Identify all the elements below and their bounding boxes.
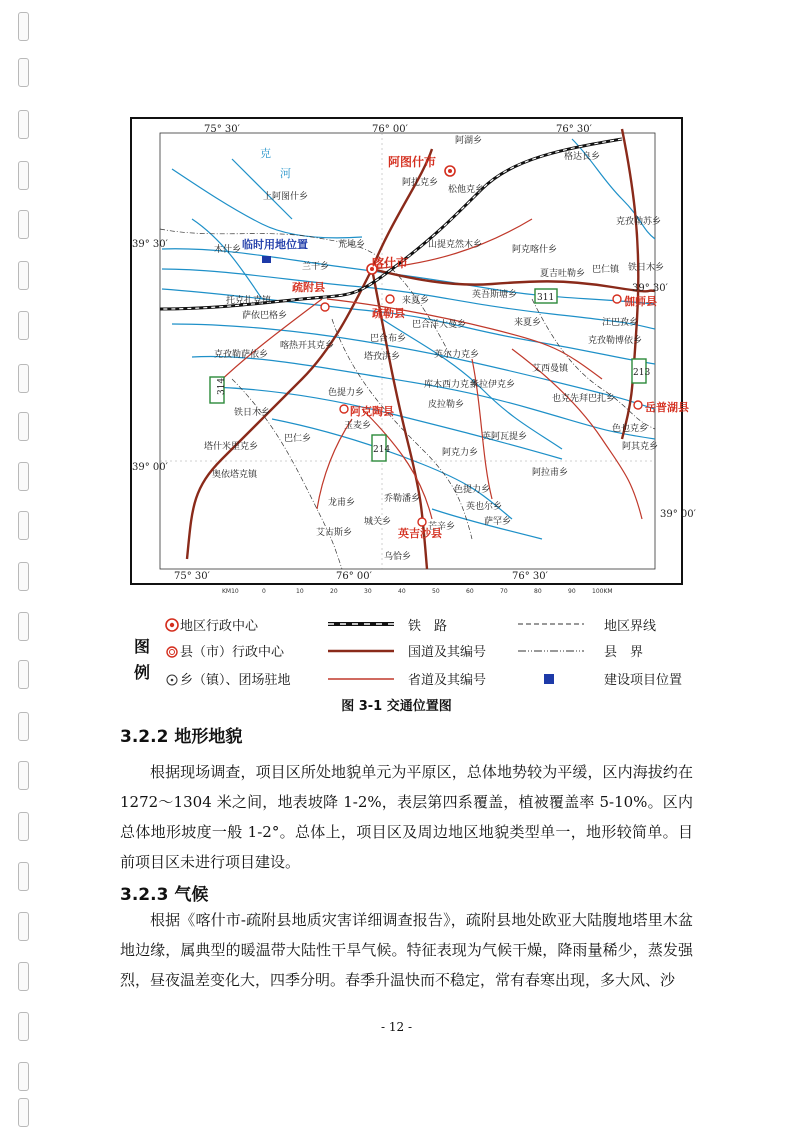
svg-text:疏附县: 疏附县 xyxy=(292,281,325,294)
section-text-climate: 根据《喀什市-疏附县地质灾害详细调查报告》，疏附县地处欧亚大陆腹地塔里木盆地边缘，属典型的暖温带大陆性干旱气候。特征表现为气候干燥，降雨量稀少，蒸发强烈，昼夜温差变化大，四季分明。春季升温快而不稳定，常有春寒出现，多大风、沙 xyxy=(120,911,693,989)
svg-text:314: 314 xyxy=(217,377,227,395)
legend-item-county-boundary: 县 界 xyxy=(604,645,644,660)
section-heading-terrain: 3.2.2 地形地貌 xyxy=(120,727,243,747)
national-road-icon xyxy=(328,647,394,655)
svg-text:临时用地位置: 临时用地位置 xyxy=(242,238,308,251)
svg-text:皮拉勒乡: 皮拉勒乡 xyxy=(428,400,465,410)
svg-text:克孜勒博依乡: 克孜勒博依乡 xyxy=(588,336,643,346)
provincial-road-icon xyxy=(328,675,394,683)
scale-labels: KM10 0 10 20 30 40 50 60 70 80 90 100KM xyxy=(222,588,613,595)
svg-text:阿拉甫乡: 阿拉甫乡 xyxy=(532,468,569,478)
provincial-roads xyxy=(212,219,642,519)
svg-text:木什乡: 木什乡 xyxy=(214,245,242,255)
svg-text:乌恰乡: 乌恰乡 xyxy=(384,552,412,562)
map-svg xyxy=(132,119,696,583)
svg-text:也克先拜巴扎乡: 也克先拜巴扎乡 xyxy=(552,394,616,404)
svg-text:色提力乡: 色提力乡 xyxy=(328,388,365,398)
svg-text:巴仁乡: 巴仁乡 xyxy=(284,434,312,444)
township-icon xyxy=(164,672,180,688)
svg-text:阿扎克乡: 阿扎克乡 xyxy=(402,178,439,188)
svg-text:萨罕乡: 萨罕乡 xyxy=(484,517,512,527)
svg-text:塔孜洪乡: 塔孜洪乡 xyxy=(364,352,401,362)
figure-caption: 图 3-1 交通位置图 xyxy=(341,699,452,714)
svg-text:39° 30′: 39° 30′ xyxy=(132,239,168,250)
svg-text:喀什市: 喀什市 xyxy=(372,256,409,270)
svg-text:76° 00′: 76° 00′ xyxy=(372,124,408,135)
svg-text:76° 30′: 76° 30′ xyxy=(556,124,592,135)
svg-text:克孜勒萨依乡: 克孜勒萨依乡 xyxy=(214,350,269,360)
svg-text:阿湖乡: 阿湖乡 xyxy=(455,136,483,146)
svg-text:色提力乡: 色提力乡 xyxy=(454,485,491,495)
svg-text:上阿图什乡: 上阿图什乡 xyxy=(263,192,309,202)
svg-text:来夏乡: 来夏乡 xyxy=(514,318,542,328)
svg-text:76° 00′: 76° 00′ xyxy=(336,571,372,582)
svg-text:山提克然木乡: 山提克然木乡 xyxy=(428,240,483,250)
svg-text:英阿瓦提乡: 英阿瓦提乡 xyxy=(482,432,528,442)
scale-bar xyxy=(232,583,592,585)
svg-text:来夏乡: 来夏乡 xyxy=(402,296,430,306)
svg-text:库木西力克乡: 库木西力克乡 xyxy=(424,380,479,390)
svg-text:喀热开其克乡: 喀热开其克乡 xyxy=(280,341,335,351)
svg-text:城关乡: 城关乡 xyxy=(364,517,392,527)
svg-text:克孜勒苏乡: 克孜勒苏乡 xyxy=(616,217,662,227)
svg-text:214: 214 xyxy=(373,445,391,455)
svg-text:75° 30′: 75° 30′ xyxy=(204,124,240,135)
svg-text:兰干乡: 兰干乡 xyxy=(302,262,330,272)
svg-text:疏勒县: 疏勒县 xyxy=(372,307,405,320)
legend-item-railway: 铁 路 xyxy=(408,619,448,634)
svg-text:213: 213 xyxy=(633,368,651,378)
legend-title-1: 图 xyxy=(134,637,151,656)
svg-text:巴台布乡: 巴台布乡 xyxy=(370,334,407,344)
svg-text:39° 30′: 39° 30′ xyxy=(632,283,668,294)
svg-text:乔勒潘乡: 乔勒潘乡 xyxy=(384,494,421,504)
svg-text:芒辛乡: 芒辛乡 xyxy=(428,522,456,532)
svg-text:39° 00′: 39° 00′ xyxy=(660,509,696,520)
map-legend xyxy=(130,612,690,694)
svg-text:铁日木乡: 铁日木乡 xyxy=(628,263,665,273)
legend-item-project-location: 建设项目位置 xyxy=(604,673,683,688)
svg-text:格达良乡: 格达良乡 xyxy=(564,152,601,162)
svg-text:311: 311 xyxy=(537,293,555,303)
legend-item-national-road: 国道及其编号 xyxy=(408,645,487,660)
section-text-terrain: 根据现场调查，项目区所处地貌单元为平原区，总体地势较为平缓，区内海拔约在1272～1304 米之间，地表坡降 1-2%，表层第四系覆盖，植被覆盖率 5-10%。区内总体地形坡度一般 1-2°。总体上，项目区及周边地区地貌类型单一，地形较简单。目前项目区未进行项目建设。 xyxy=(120,763,693,871)
svg-text:托克扎克镇: 托克扎克镇 xyxy=(226,296,272,306)
svg-text:英尔力克乡: 英尔力克乡 xyxy=(434,350,480,360)
svg-text:阿克喀什乡: 阿克喀什乡 xyxy=(512,245,558,255)
svg-text:艾古斯乡: 艾古斯乡 xyxy=(316,528,353,538)
svg-text:江巴孜乡: 江巴孜乡 xyxy=(602,318,639,328)
project-location-icon xyxy=(544,674,554,684)
svg-text:塔什米里克乡: 塔什米里克乡 xyxy=(204,442,259,452)
svg-text:英也尔乡: 英也尔乡 xyxy=(466,502,503,512)
svg-text:艾西曼镇: 艾西曼镇 xyxy=(532,364,569,374)
svg-text:玉麦乡: 玉麦乡 xyxy=(344,421,372,431)
svg-text:米拉伊克乡: 米拉伊克乡 xyxy=(470,380,516,390)
svg-text:阿克力乡: 阿克力乡 xyxy=(442,448,479,458)
prefecture-center-icon xyxy=(164,617,180,633)
legend-item-prefecture: 地区行政中心 xyxy=(180,619,259,634)
svg-text:39° 00′: 39° 00′ xyxy=(132,462,168,473)
traffic-location-map xyxy=(130,117,696,585)
svg-text:松他克乡: 松他克乡 xyxy=(448,185,485,195)
svg-text:萨依巴格乡: 萨依巴格乡 xyxy=(242,311,288,321)
svg-text:铁日木乡: 铁日木乡 xyxy=(234,408,271,418)
svg-text:76° 30′: 76° 30′ xyxy=(512,571,548,582)
railway-icon xyxy=(328,620,394,628)
page-number: - 12 - xyxy=(380,1020,412,1034)
svg-text:阿其克乡: 阿其克乡 xyxy=(622,442,659,452)
towns xyxy=(204,134,664,562)
svg-text:阿图什市: 阿图什市 xyxy=(388,155,437,169)
svg-text:河: 河 xyxy=(280,167,291,180)
svg-text:荒地乡: 荒地乡 xyxy=(338,240,366,250)
svg-text:夏吉吐勒乡: 夏吉吐勒乡 xyxy=(540,269,586,279)
legend-title-2: 例 xyxy=(134,663,151,682)
svg-text:龙甫乡: 龙甫乡 xyxy=(328,498,356,508)
svg-text:阿克陶县: 阿克陶县 xyxy=(350,405,394,418)
svg-text:巴合洋大曼乡: 巴合洋大曼乡 xyxy=(412,320,467,330)
svg-text:75° 30′: 75° 30′ xyxy=(174,571,210,582)
svg-text:奥依塔克镇: 奥依塔克镇 xyxy=(212,470,258,480)
svg-text:英吉沙县: 英吉沙县 xyxy=(398,527,442,540)
prefecture-boundary-icon xyxy=(518,620,584,628)
legend-item-prefecture-boundary: 地区界线 xyxy=(604,619,657,634)
legend-item-provincial-road: 省道及其编号 xyxy=(408,673,487,688)
svg-text:克: 克 xyxy=(260,147,271,160)
svg-text:巴仁镇: 巴仁镇 xyxy=(592,265,620,275)
binding-holes xyxy=(18,0,34,1122)
county-center-icon xyxy=(164,644,180,660)
svg-text:岳普湖县: 岳普湖县 xyxy=(645,401,689,414)
county-boundary-icon xyxy=(518,647,584,655)
legend-item-county: 县（市）行政中心 xyxy=(180,645,285,660)
svg-text:伽师县: 伽师县 xyxy=(624,295,657,308)
svg-text:色也克乡: 色也克乡 xyxy=(612,424,649,434)
section-heading-climate: 3.2.3 气候 xyxy=(120,885,209,905)
svg-text:英吾斯塘乡: 英吾斯塘乡 xyxy=(472,290,518,300)
legend-item-township: 乡（镇）、团场驻地 xyxy=(180,673,291,688)
